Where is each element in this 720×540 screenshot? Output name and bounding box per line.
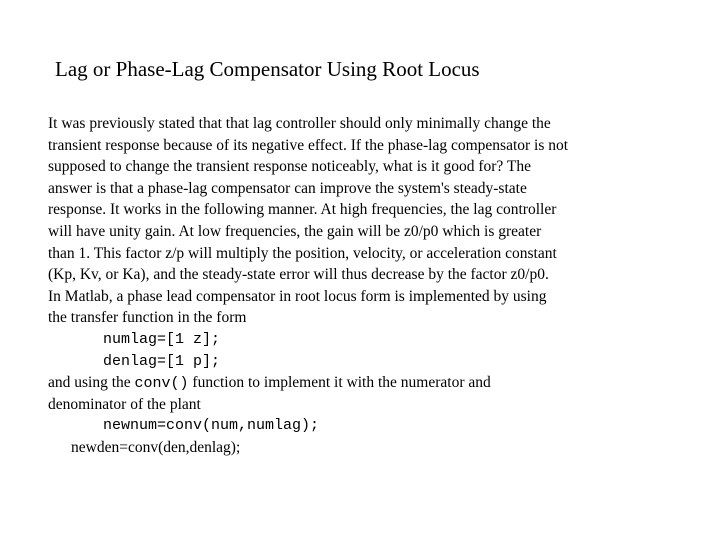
- code-denlag: denlag=[1 p];: [103, 352, 221, 370]
- paragraph-line: It was previously stated that that lag controller should only minimally change the: [48, 115, 551, 132]
- denominator-line: denominator of the plant: [48, 395, 201, 413]
- paragraph-line: response. It works in the following manner. At high frequencies, the lag controller: [48, 201, 557, 219]
- using-suffix: function to implement it with the numerator and: [188, 374, 491, 392]
- paragraph-line: than 1. This factor z/p will multiply the position, velocity, or acceleration constant: [48, 244, 557, 262]
- paragraph-line: (Kp, Kv, or Ka), and the steady-state error will thus decrease by the factor z0/p0.: [48, 266, 549, 284]
- paragraph-line: transient response because of its negative effect. If the phase-lag compensator is not: [48, 136, 569, 154]
- slide-title: Lag or Phase-Lag Compensator Using Root Locus: [55, 57, 480, 81]
- code-numlag: numlag=[1 z];: [103, 330, 221, 348]
- paragraph-line: will have unity gain. At low frequencies, the gain will be z0/p0 which is greater: [48, 222, 542, 240]
- conv-function: conv(): [134, 375, 189, 393]
- paragraph-line: answer is that a phase-lag compensator can improve the system's steady-state: [48, 179, 527, 197]
- slide-body: [48, 113, 668, 459]
- using-prefix: and using the: [48, 374, 135, 392]
- paragraph-line: supposed to change the transient response noticeably, what is it good for? The: [48, 158, 531, 176]
- paragraph-line: the transfer function in the form: [48, 309, 247, 327]
- using-conv-line: [48, 372, 668, 394]
- paragraph-line: In Matlab, a phase lead compensator in root locus form is implemented by using: [48, 287, 547, 305]
- code-newnum: newnum=conv(num,numlag);: [103, 417, 320, 435]
- code-newden: newden=conv(den,denlag);: [71, 438, 241, 456]
